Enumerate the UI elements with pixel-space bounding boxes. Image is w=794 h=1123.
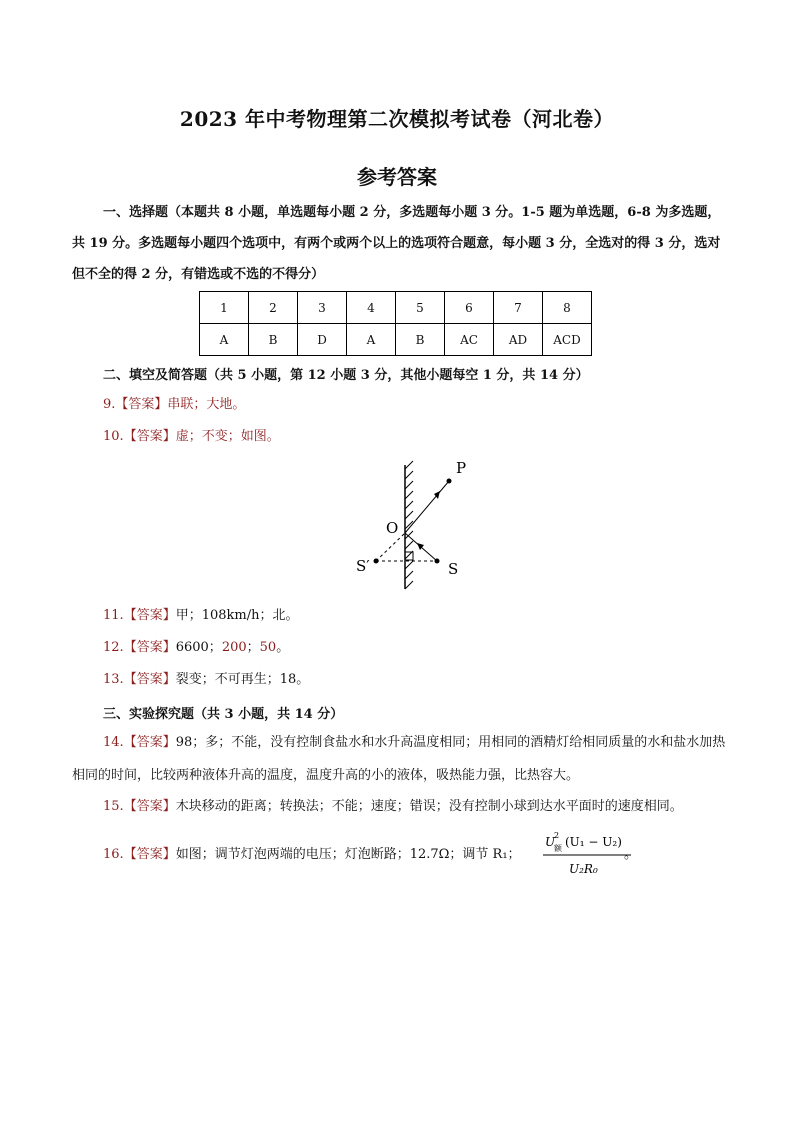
answer-text: 甲；108km/h；北。 (175, 608, 299, 623)
table-cell: 3 (298, 292, 347, 324)
answer-table-answer-row (200, 324, 592, 356)
table-cell: AD (494, 324, 543, 356)
answer-tag: 【答案】 (123, 608, 176, 623)
answer-tag: 【答案】 (123, 429, 176, 444)
question-number: 16. (103, 847, 124, 862)
table-cell: 1 (200, 292, 249, 324)
answer-tag: 【答案】 (115, 397, 168, 412)
question-number: 14. (103, 735, 124, 750)
right-angle-mark (405, 552, 413, 560)
table-cell: 4 (347, 292, 396, 324)
table-cell: 6 (445, 292, 494, 324)
question-number: 10. (103, 429, 124, 444)
table-cell: A (347, 324, 396, 356)
formula-end (624, 845, 637, 865)
question-number: 11. (103, 608, 124, 623)
table-cell: AC (445, 324, 494, 356)
point-p (447, 479, 452, 484)
page-title: 2023 年中考物理第二次模拟考试卷（河北卷） (179, 107, 615, 131)
separator: ； (246, 640, 260, 655)
formula-denominator: U₂R₀ (569, 862, 598, 876)
page-subtitle: 参考答案 (357, 165, 437, 189)
answer-table-number-row (200, 292, 592, 324)
question-number: 9. (103, 397, 116, 412)
answer-tag: 【答案】 (123, 640, 176, 655)
question-number: 13. (103, 672, 124, 687)
answer-10 (103, 427, 280, 447)
answer-value-1: 98 (175, 735, 193, 750)
answer-end: 。 (624, 847, 638, 862)
answer-value-2: 200 (221, 640, 247, 655)
answer-text: 木块移动的距离；转换法；不能；速度；错误；没有控制小球到达水平面时的速度相同。 (175, 799, 683, 814)
formula-numerator-sup: 2 (554, 831, 560, 840)
label-s: S (448, 560, 459, 578)
table-cell: 8 (543, 292, 592, 324)
point-s (435, 559, 440, 564)
answer-tag: 【答案】 (123, 799, 176, 814)
table-cell: B (249, 324, 298, 356)
table-cell: D (298, 324, 347, 356)
label-o: O (386, 519, 399, 537)
answer-15 (103, 797, 683, 817)
section-2-heading: 二、填空及简答题（共 5 小题，第 12 小题 3 分，其他小题每空 1 分，共 14 分） (103, 368, 589, 383)
point-s-prime (374, 559, 379, 564)
separator: ； (208, 640, 222, 655)
answer-text: ；多；不能，没有控制食盐水和水升高温度相同；用相同的酒精灯给相同质量的水和盐水加热相同的时间，比较两种液体升高的温度，温度升高的小的液体，吸热能力强，比热容大。 (72, 735, 726, 783)
answer-text: 串联；大地。 (167, 397, 246, 412)
section-1-heading: 一、选择题（本题共 8 小题，单选题每小题 2 分，多选题每小题 3 分。1-5 题为单选题，6-8 为多选题，共 19 分。多选题每小题四个选项中，有两个或两个以上的选项符合题意，每小题 3 分，全选对的得 3 分，选对但不全的得 2 分，有错选或不选的不得分） (72, 205, 721, 282)
answer-13 (103, 670, 309, 690)
answer-11 (103, 606, 298, 626)
answer-tag: 【答案】 (123, 672, 176, 687)
answer-tag: 【答案】 (123, 735, 176, 750)
label-s-prime: S′ (356, 557, 370, 575)
question-number: 12. (103, 640, 124, 655)
answer-9 (103, 395, 245, 415)
section-3-heading: 三、实验探究题（共 3 小题，共 14 分） (103, 707, 344, 722)
table-cell: ACD (543, 324, 592, 356)
answer-16 (103, 845, 521, 865)
formula-numerator-paren: (U₁ − U₂) (565, 835, 622, 849)
table-cell: 2 (249, 292, 298, 324)
s-prime-to-o-dashed (376, 533, 405, 561)
label-p: P (456, 459, 467, 477)
answer-value-1: 6600 (175, 640, 209, 655)
answer-tag: 【答案】 (123, 847, 176, 862)
mirror-reflection-diagram (350, 455, 490, 595)
answer-text: 虚；不变；如图。 (175, 429, 280, 444)
answer-14 (72, 726, 732, 792)
answer-end: 。 (276, 640, 290, 655)
table-cell: B (396, 324, 445, 356)
answer-table (199, 291, 592, 356)
answer-value-3: 50 (259, 640, 277, 655)
formula-numerator-sub: 额 (554, 844, 562, 853)
question-number: 15. (103, 799, 124, 814)
answer-text: 如图；调节灯泡两端的电压；灯泡断路；12.7Ω；调节 R₁； (175, 847, 521, 862)
reflected-ray (405, 481, 449, 533)
table-cell: 5 (396, 292, 445, 324)
answer-12 (103, 638, 289, 658)
table-cell: 7 (494, 292, 543, 324)
formula-numerator-u: U (545, 835, 556, 849)
table-cell: A (200, 324, 249, 356)
answer-text: 裂变；不可再生；18。 (175, 672, 310, 687)
